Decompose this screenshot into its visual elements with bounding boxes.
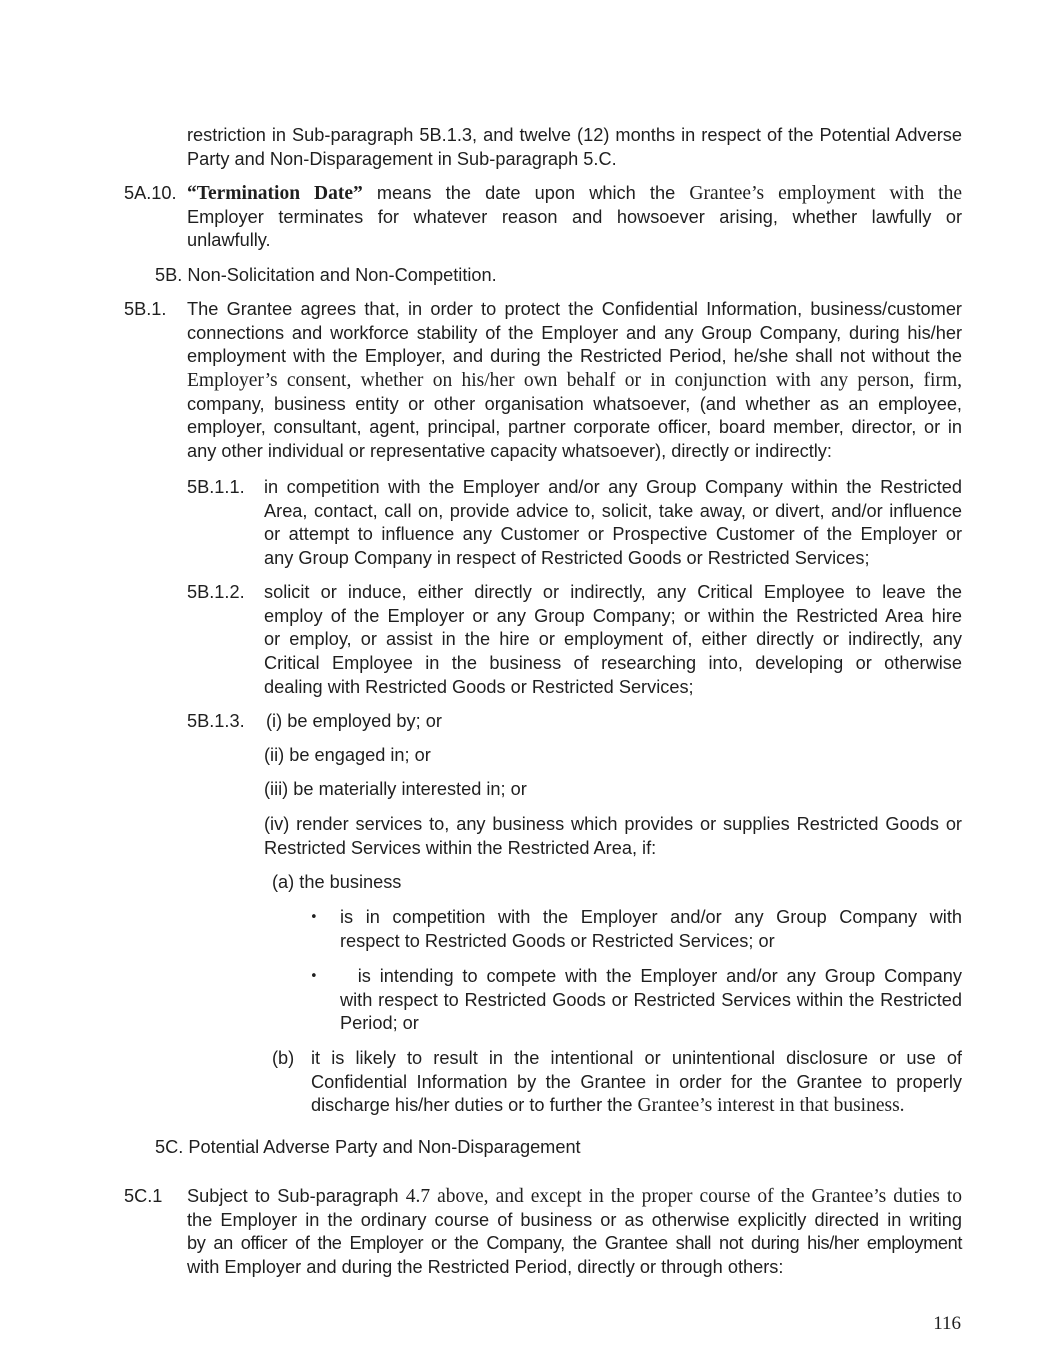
text-line: solicit or induce, either directly or indirectly, any Critical Employee to leave the xyxy=(264,582,962,602)
text-line: is in competition with the Employer and/or any Group Company with xyxy=(340,907,962,927)
bullet-item-2 xyxy=(340,965,962,1036)
clause-5b12-text xyxy=(264,581,962,699)
text-line: Area, contact, call on, provide advice to, solicit, take away, or divert, and/or influence xyxy=(264,500,962,521)
text-line: Employer’s consent, whether on his/her own behalf or in conjunction with any person, firm, xyxy=(187,370,962,392)
text-line: company, business entity or other organisation whatsoever, (and whether as an employee, xyxy=(187,393,962,414)
text-line: dealing with Restricted Goods or Restricted Services; xyxy=(264,676,694,697)
item-a: (a) the business xyxy=(272,872,402,892)
item-iv xyxy=(264,813,962,860)
item-i: (i) be employed by; or xyxy=(266,711,442,731)
section-heading-5c: 5C. Potential Adverse Party and Non-Disparagement xyxy=(155,1137,581,1157)
text-line: (iv) render services to, any business which provides or supplies Restricted Goods or xyxy=(264,814,962,834)
text-line: is intending to compete with the Employer and/or any Group Company xyxy=(340,966,962,986)
text-line: respect to Restricted Goods or Restricted Services; or xyxy=(340,930,775,951)
text-line: Party and Non-Disparagement in Sub-paragraph 5.C. xyxy=(187,148,617,169)
text-line: employer, consultant, agent, principal, partner corporate officer, board member, director, or in xyxy=(187,417,962,438)
clause-number-5a10: 5A.10. xyxy=(124,183,177,203)
text-line: restriction in Sub-paragraph 5B.1.3, and twelve (12) months in respect of the Potential Adverse xyxy=(187,125,962,145)
text-line xyxy=(187,182,962,206)
text-span-serif: Grantee’s interest in that business. xyxy=(637,1095,905,1117)
clause-5b1-text xyxy=(187,298,962,464)
text-line xyxy=(187,1185,962,1209)
text-span-serif: 4.7 above, and except in the proper course of the Grantee’s duties to xyxy=(405,1186,962,1207)
item-ii: (ii) be engaged in; or xyxy=(264,745,431,765)
text-line: Critical Employee in the business of researching into, developing or otherwise xyxy=(264,653,962,674)
text-span: means the date upon which the xyxy=(362,183,690,203)
bullet-icon: • xyxy=(310,969,318,984)
item-b-label: (b) xyxy=(272,1048,295,1068)
text-span: discharge his/her duties or to further the xyxy=(311,1095,638,1116)
text-line: or employ, or assist in the hire or employment of, either directly or indirectly, any xyxy=(264,629,962,650)
text-line: the Employer in the ordinary course of business or as otherwise explicitly directed in writing xyxy=(187,1209,962,1230)
text-span-serif: Grantee’s employment with the xyxy=(689,183,962,204)
text-line: Period; or xyxy=(340,1013,419,1034)
text-line: Employer terminates for whatever reason and howsoever arising, whether lawfully or xyxy=(187,206,962,227)
text-line: connections and workforce stability of the Employer and any Group Company, during his/her xyxy=(187,322,962,343)
clause-number-5c1: 5C.1 xyxy=(124,1186,163,1206)
text-line: Confidential Information by the Grantee in order for the Grantee to properly xyxy=(311,1071,962,1092)
text-line: any other individual or representative capacity whatsoever), directly or indirectly: xyxy=(187,441,832,462)
bullet-icon: • xyxy=(310,910,318,925)
text-line: in competition with the Employer and/or any Group Company within the Restricted xyxy=(264,477,962,497)
clause-5a10-text xyxy=(187,182,962,253)
section-heading-5b: 5B. Non-Solicitation and Non-Competition. xyxy=(155,265,497,285)
text-span: Subject to Sub-paragraph xyxy=(187,1186,406,1206)
text-line: by an officer of the Employer or the Company, the Grantee shall not during his/her employment xyxy=(187,1233,962,1254)
text-line: it is likely to result in the intentional or unintentional disclosure or use of xyxy=(311,1048,962,1068)
text-line: The Grantee agrees that, in order to protect the Confidential Information, business/customer xyxy=(187,299,962,319)
text-line: employment with the Employer, and during the Restricted Period, he/she shall not without the xyxy=(187,346,962,367)
item-b-text xyxy=(311,1047,962,1118)
text-line: Restricted Services within the Restricted Area, if: xyxy=(264,837,657,858)
item-iii: (iii) be materially interested in; or xyxy=(264,779,527,799)
text-line: employ of the Employer or any Group Company; or within the Restricted Area hire xyxy=(264,605,962,626)
page-number: 116 xyxy=(933,1313,961,1334)
clause-5b11-text xyxy=(264,476,962,571)
bullet-item-1 xyxy=(340,906,962,953)
text-line: with respect to Restricted Goods or Restricted Services within the Restricted xyxy=(340,989,962,1010)
intro-paragraph xyxy=(187,124,962,171)
clause-number-5b13: 5B.1.3. xyxy=(187,711,245,731)
text-line: or attempt to influence any Customer or Prospective Customer of the Employer or xyxy=(264,524,962,545)
clause-number-5b12: 5B.1.2. xyxy=(187,582,245,602)
defined-term: “Termination Date” xyxy=(187,183,363,204)
clause-5c1-text xyxy=(187,1185,962,1280)
text-line: any Group Company in respect of Restricted Goods or Restricted Services; xyxy=(264,548,870,569)
text-line xyxy=(311,1094,962,1118)
clause-number-5b11: 5B.1.1. xyxy=(187,477,245,497)
text-line: unlawfully. xyxy=(187,230,271,251)
clause-number-5b1: 5B.1. xyxy=(124,299,167,319)
text-line: with Employer and during the Restricted Period, directly or through others: xyxy=(187,1257,784,1278)
